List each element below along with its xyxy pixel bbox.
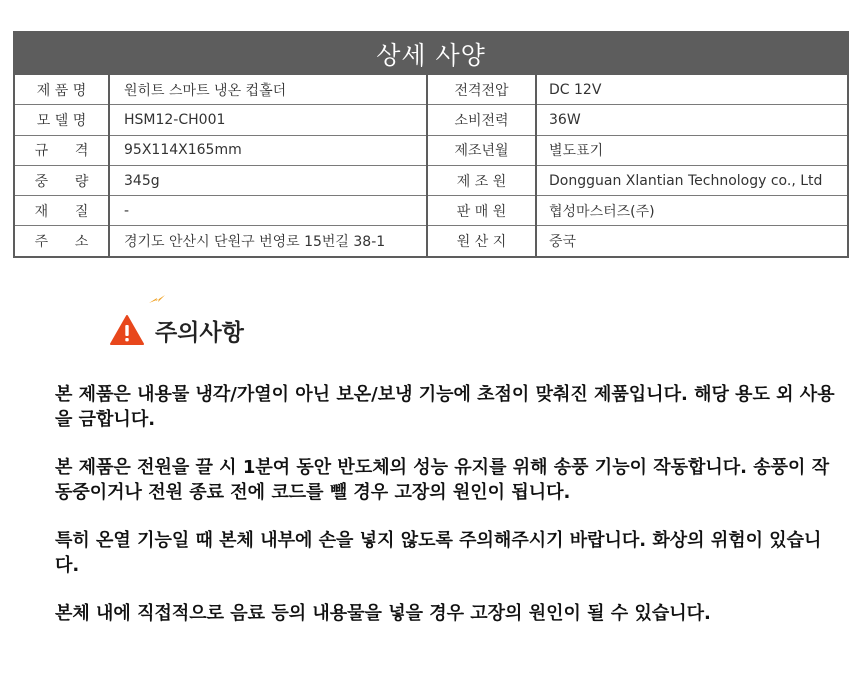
spec-value: 중국 bbox=[549, 234, 577, 251]
spec-row bbox=[15, 196, 847, 226]
spec-table-box bbox=[13, 31, 849, 258]
notice-header bbox=[109, 310, 244, 350]
spec-label: 판 매 원 bbox=[427, 196, 536, 226]
spec-row bbox=[15, 135, 847, 165]
spec-value: HSM12-CH001 bbox=[109, 105, 427, 135]
notice-title: 주의사항 bbox=[155, 319, 244, 346]
spec-value: 36W bbox=[536, 105, 847, 135]
spec-label: 제 조 원 bbox=[427, 165, 536, 195]
spec-label: 소비전력 bbox=[427, 105, 536, 135]
spec-label: 제 품 명 bbox=[15, 75, 109, 105]
spec-label: 중 량 bbox=[15, 165, 109, 195]
spec-title: 상세 사양 bbox=[15, 33, 847, 75]
notice-paragraphs bbox=[55, 382, 845, 649]
notice-paragraph-4: 본체 내에 직접적으로 음료 등의 내용물을 넣을 경우 고장의 원인이 될 수 있습니다. bbox=[55, 603, 711, 624]
spec-value: 경기도 안산시 단원구 번영로 15번길 38-1 bbox=[109, 226, 427, 256]
spec-row bbox=[15, 105, 847, 135]
spec-label: 원 산 지 bbox=[427, 226, 536, 256]
spec-label: 재 질 bbox=[15, 196, 109, 226]
spark-icon bbox=[147, 293, 167, 305]
spec-value: Dongguan Xlantian Technology co., Ltd bbox=[536, 165, 847, 195]
notice-paragraph-1: 본 제품은 내용물 냉각/가열이 아닌 보온/보냉 기능에 초점이 맞춰진 제품입니다. 해당 용도 외 사용을 금합니다. bbox=[55, 384, 835, 430]
spec-row bbox=[15, 226, 847, 256]
spec-label: 규 격 bbox=[15, 135, 109, 165]
spec-value: 95X114X165mm bbox=[109, 135, 427, 165]
notice-paragraph-2: 본 제품은 전원을 끌 시 1분여 동안 반도체의 성능 유지를 위해 송풍 기능이 작동합니다. 송풍이 작동중이거나 전원 종료 전에 코드를 뺄 경우 고장의 원인이 됩니다. bbox=[55, 457, 830, 503]
spec-label: 주 소 bbox=[15, 226, 109, 256]
spec-row bbox=[15, 75, 847, 105]
spec-value: DC 12V bbox=[536, 75, 847, 105]
warning-icon bbox=[109, 314, 145, 346]
spec-row bbox=[15, 165, 847, 195]
spec-value: - bbox=[109, 196, 427, 226]
notice-paragraph-3: 특히 온열 기능일 때 본체 내부에 손을 넣지 않도록 주의해주시기 바랍니다. 화상의 위험이 있습니다. bbox=[55, 530, 822, 576]
spec-label: 모 델 명 bbox=[15, 105, 109, 135]
spec-value: 345g bbox=[109, 165, 427, 195]
spec-value: 별도표기 bbox=[536, 135, 847, 165]
spec-value: 원히트 스마트 냉온 컵홀더 bbox=[109, 75, 427, 105]
spec-label: 전격전압 bbox=[427, 75, 536, 105]
spec-table bbox=[15, 75, 847, 256]
spec-value: 협성마스터즈(주) bbox=[536, 196, 847, 226]
spec-label: 제조년월 bbox=[427, 135, 536, 165]
